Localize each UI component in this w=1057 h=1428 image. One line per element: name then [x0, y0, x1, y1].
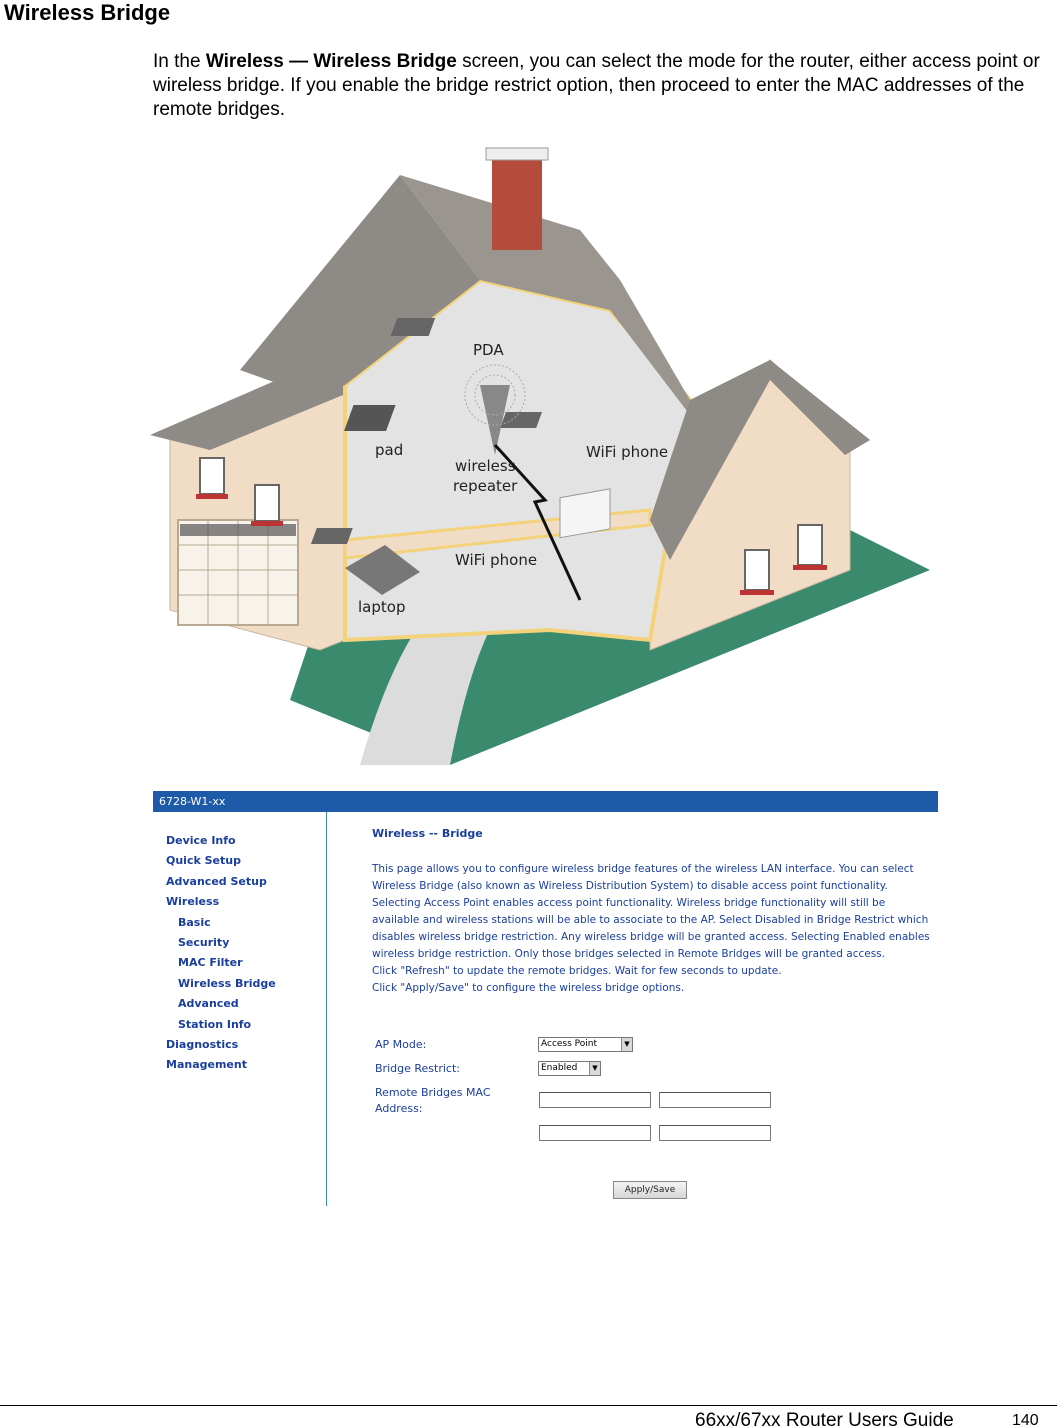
- ap-mode-select[interactable]: [538, 1037, 633, 1052]
- footer-guide-title: 66xx/67xx Router Users Guide: [695, 1410, 954, 1428]
- router-ui-screenshot: [153, 791, 938, 1206]
- intro-text-after: screen, you can select the mode for the router, either access point or wireless bridge. If you enable the bridge restrict option, then proceed to enter the MAC addresses of the remote bridges.: [153, 51, 1040, 120]
- pda-device: [391, 318, 436, 336]
- bridge-restrict-select[interactable]: [538, 1061, 601, 1076]
- router-sidebar-nav: [153, 812, 327, 1206]
- label-repeater-line1: wireless: [455, 457, 516, 475]
- nav-wireless-security[interactable]: Security: [178, 936, 230, 949]
- router-page-title: Wireless -- Bridge: [372, 827, 483, 840]
- apply-note: Click "Apply/Save" to configure the wireless bridge options.: [372, 982, 685, 994]
- nav-wireless[interactable]: Wireless: [166, 895, 220, 908]
- label-pda: PDA: [473, 341, 504, 359]
- bridge-restrict-label: Bridge Restrict:: [375, 1062, 460, 1075]
- nav-wireless-mac-filter[interactable]: MAC Filter: [178, 956, 243, 969]
- label-repeater-line2: repeater: [453, 477, 518, 495]
- intro-bold-menu-path: Wireless — Wireless Bridge: [205, 51, 457, 72]
- nav-wireless-station-info[interactable]: Station Info: [178, 1018, 252, 1031]
- refresh-note: Click "Refresh" to update the remote bridges. Wait for few seconds to update.: [372, 965, 782, 977]
- wifi-phone-lower-device: [311, 528, 353, 544]
- bridge-restrict-value: Enabled: [541, 1063, 578, 1073]
- apply-save-button[interactable]: Apply/Save: [613, 1181, 687, 1199]
- chimney: [492, 155, 542, 250]
- window: [255, 485, 279, 521]
- router-title-bar: 6728-W1-xx: [153, 791, 938, 812]
- window: [745, 550, 769, 590]
- intro-paragraph: [153, 50, 1053, 122]
- label-wifi-phone-lower: WiFi phone: [455, 551, 538, 569]
- page-number: 140: [1012, 1412, 1039, 1428]
- footer-rule: [0, 1405, 1057, 1406]
- router-device: [560, 489, 610, 538]
- remote-mac-label-line1: Remote Bridges MAC: [375, 1086, 491, 1099]
- router-page-description: [372, 861, 932, 997]
- label-laptop: laptop: [358, 598, 406, 616]
- nav-management[interactable]: Management: [166, 1058, 247, 1071]
- label-pad: pad: [375, 441, 404, 459]
- remote-mac-field-1[interactable]: [539, 1092, 651, 1108]
- remote-mac-label: [375, 1085, 491, 1117]
- nav-device-info[interactable]: Device Info: [166, 834, 236, 847]
- nav-wireless-basic[interactable]: Basic: [178, 916, 211, 929]
- remote-mac-field-4[interactable]: [659, 1125, 771, 1141]
- label-wifi-phone-upper: WiFi phone: [586, 443, 669, 461]
- nav-wireless-bridge[interactable]: Wireless Bridge: [178, 977, 276, 990]
- chevron-down-icon: ▼: [621, 1038, 632, 1051]
- section-heading: Wireless Bridge: [4, 0, 171, 25]
- chevron-down-icon: ▼: [589, 1062, 600, 1075]
- remote-mac-label-line2: Address:: [375, 1102, 423, 1115]
- ap-mode-label: AP Mode:: [375, 1038, 427, 1051]
- nav-advanced-setup[interactable]: Advanced Setup: [166, 875, 267, 888]
- remote-mac-field-3[interactable]: [539, 1125, 651, 1141]
- ap-mode-value: Access Point: [541, 1039, 598, 1049]
- remote-mac-field-2[interactable]: [659, 1092, 771, 1108]
- wifi-phone-upper-device: [500, 412, 542, 428]
- nav-diagnostics[interactable]: Diagnostics: [166, 1038, 239, 1051]
- nav-wireless-advanced[interactable]: Advanced: [178, 997, 239, 1010]
- intro-text-before: In the: [153, 51, 206, 72]
- window: [200, 458, 224, 494]
- window: [798, 525, 822, 565]
- home-network-illustration: [150, 140, 940, 765]
- description-text: This page allows you to configure wireless bridge features of the wireless LAN interface. You can select Wireless Bridge (also known as Wireless Distribution System) to disable access point functionality. Selecting Access Point enables access point functionality. Wireless bridge functionality will still be available and wireless stations will be able to associate to the AP. Select Disabled in Bridge Restrict which disables wireless bridge restriction. Any wireless bridge will be granted access. Selecting Enabled enables wireless bridge restriction. Only those bridges selected in Remote Bridges will be granted access.: [372, 863, 930, 960]
- house-svg: [150, 140, 940, 765]
- nav-quick-setup[interactable]: Quick Setup: [166, 854, 241, 867]
